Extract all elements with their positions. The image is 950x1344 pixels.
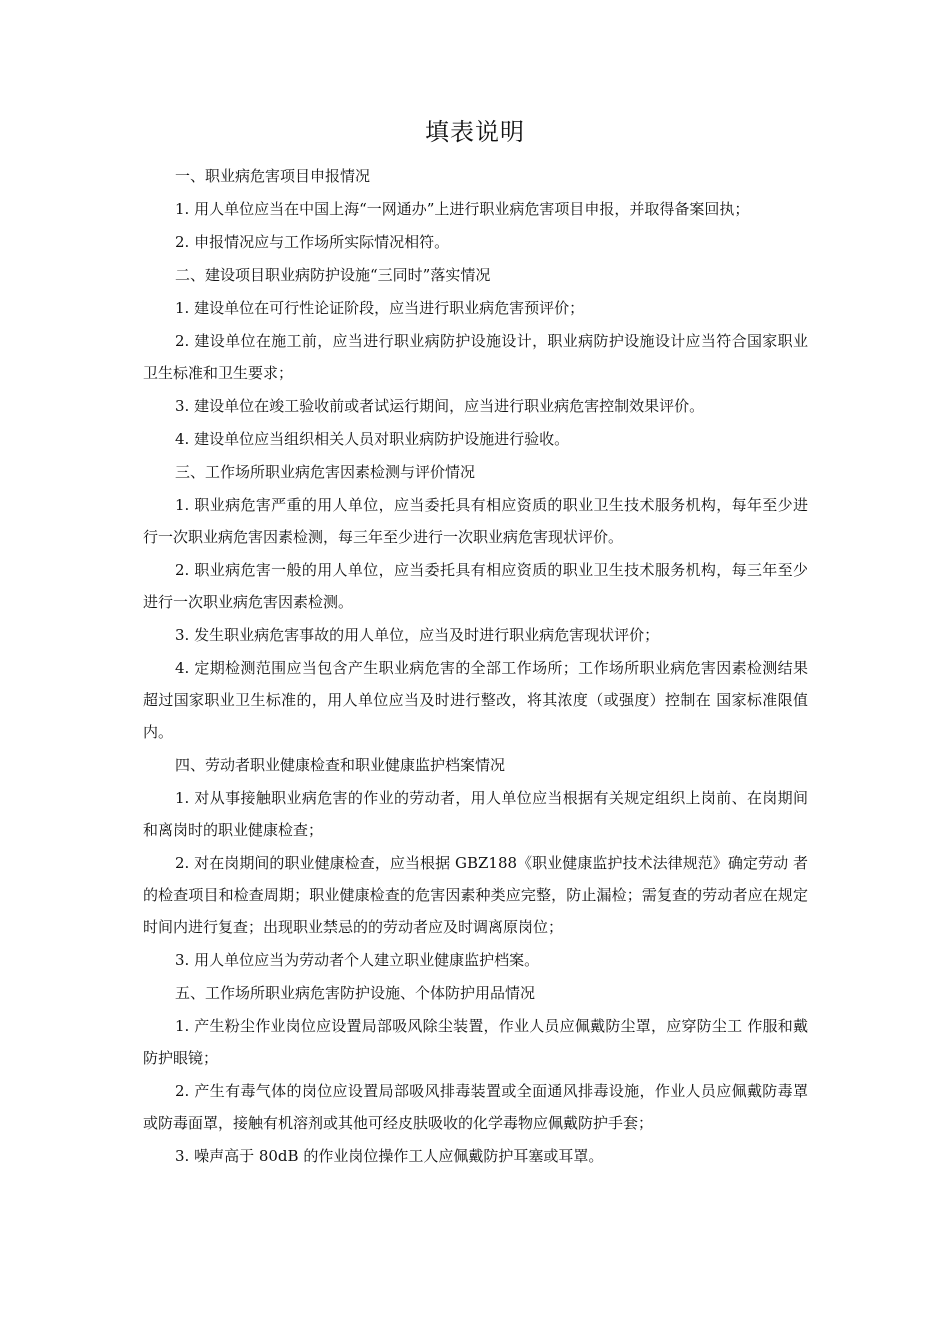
list-item: 4. 定期检测范围应当包含产生职业病危害的全部工作场所；工作场所职业病危害因素检测结果超过国家职业卫生标准的，用人单位应当及时进行整改，将其浓度（或强度）控制在 国家标准限值内。	[143, 659, 808, 741]
list-item: 2. 建设单位在施工前，应当进行职业病防护设施设计，职业病防护设施设计应当符合国家职业卫生标准和卫生要求；	[143, 332, 808, 382]
section-heading: 二、建设项目职业病防护设施“三同时”落实情况	[175, 266, 491, 284]
list-item: 2. 职业病危害一般的用人单位，应当委托具有相应资质的职业卫生技术服务机构，每三年至少进行一次职业病危害因素检测。	[143, 561, 808, 611]
document-body	[143, 160, 808, 1173]
page-title: 填表说明	[425, 118, 525, 146]
list-item: 1. 建设单位在可行性论证阶段，应当进行职业病危害预评价；	[175, 299, 585, 317]
list-item: 2. 对在岗期间的职业健康检查，应当根据 GBZ188《职业健康监护技术法律规范》确定劳动 者的检查项目和检查周期；职业健康检查的危害因素种类应完整，防止漏检；需复查的劳动者应在规定时间内进行复查；出现职业禁忌的的劳动者应及时调离原岗位；	[143, 854, 808, 936]
list-item: 3. 噪声高于 80dB 的作业岗位操作工人应佩戴防护耳塞或耳罩。	[175, 1147, 604, 1165]
list-item: 2. 申报情况应与工作场所实际情况相符。	[175, 233, 450, 251]
section-heading: 三、工作场所职业病危害因素检测与评价情况	[175, 463, 476, 481]
list-item: 3. 发生职业病危害事故的用人单位，应当及时进行职业病危害现状评价；	[175, 626, 660, 644]
list-item: 3. 建设单位在竣工验收前或者试运行期间，应当进行职业病危害控制效果评价。	[175, 397, 705, 415]
section-heading: 四、劳动者职业健康检查和职业健康监护档案情况	[175, 756, 506, 774]
list-item: 1. 用人单位应当在中国上海“一网通办”上进行职业病危害项目申报，并取得备案回执；	[175, 200, 750, 218]
list-item: 1. 职业病危害严重的用人单位，应当委托具有相应资质的职业卫生技术服务机构，每年至少进行一次职业病危害因素检测，每三年至少进行一次职业病危害现状评价。	[143, 496, 808, 546]
list-item: 2. 产生有毒气体的岗位应设置局部吸风排毒装置或全面通风排毒设施，作业人员应佩戴防毒罩或防毒面罩，接触有机溶剂或其他可经皮肤吸收的化学毒物应佩戴防护手套；	[143, 1082, 808, 1132]
section-heading: 一、职业病危害项目申报情况	[175, 167, 371, 185]
list-item: 1. 对从事接触职业病危害的作业的劳动者，用人单位应当根据有关规定组织上岗前、在岗期间和离岗时的职业健康检查；	[143, 789, 808, 839]
section-heading: 五、工作场所职业病危害防护设施、个体防护用品情况	[175, 984, 536, 1002]
list-item: 1. 产生粉尘作业岗位应设置局部吸风除尘装置，作业人员应佩戴防尘罩，应穿防尘工 作服和戴防护眼镜；	[143, 1017, 808, 1067]
list-item: 4. 建设单位应当组织相关人员对职业病防护设施进行验收。	[175, 430, 570, 448]
list-item: 3. 用人单位应当为劳动者个人建立职业健康监护档案。	[175, 951, 540, 969]
